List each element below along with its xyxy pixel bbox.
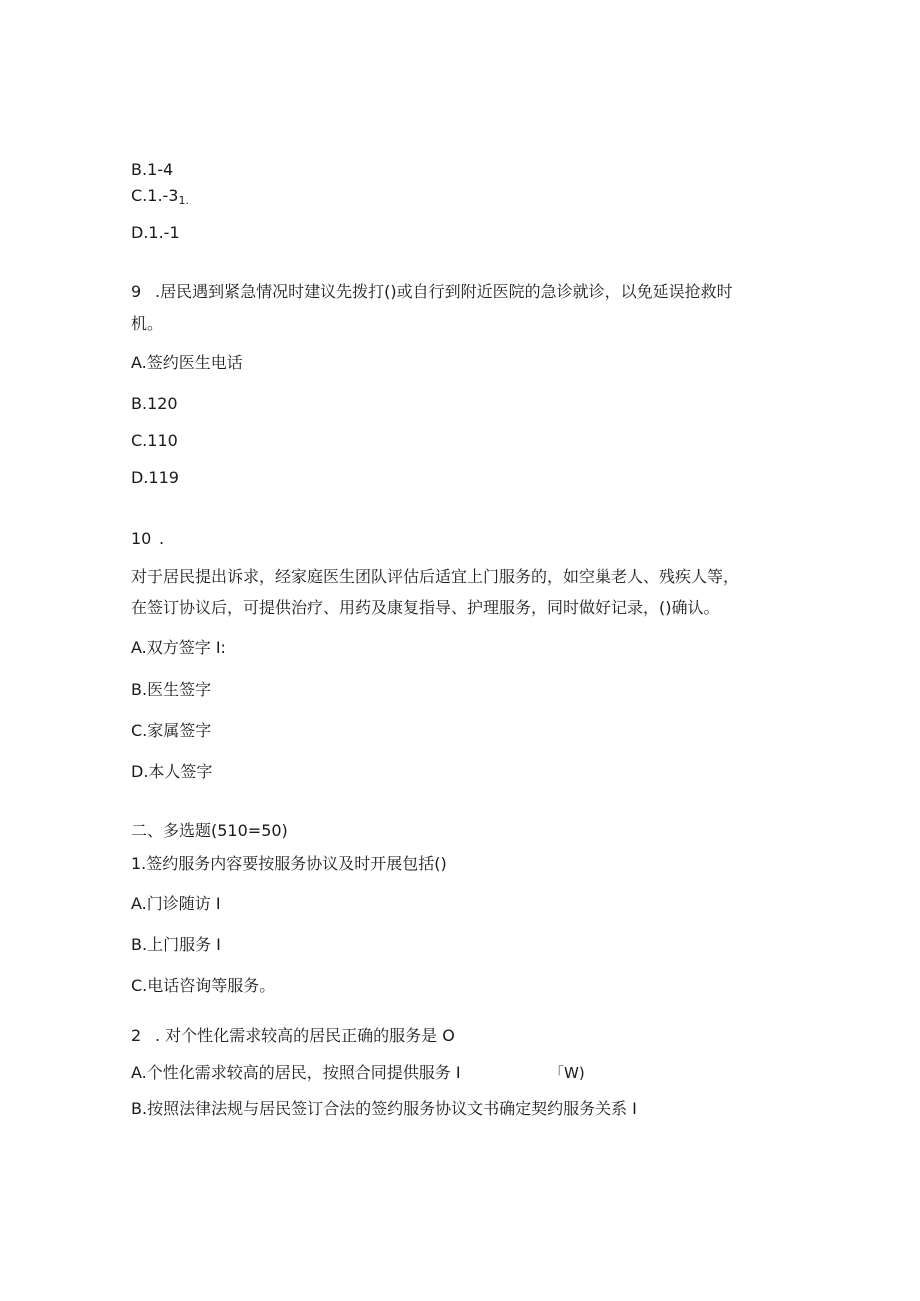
option-c: C.家属签字 xyxy=(131,721,212,740)
option-c-mark: 1. xyxy=(178,194,189,207)
side-mark: 「W) xyxy=(549,1064,585,1082)
option-d: D.1.-1 xyxy=(131,223,180,242)
option-a: A.个性化需求较高的居民，按照合同提供服务 I xyxy=(131,1063,461,1082)
question-10-line-1: 对于居民提出诉求，经家庭医生团队评估后适宜上门服务的，如空巢老人、残疾人等， xyxy=(131,567,740,586)
option-b: B.120 xyxy=(131,394,178,413)
option-a: A.签约医生电话 xyxy=(131,353,243,372)
question-9-line-2: 机。 xyxy=(131,314,164,333)
option-c: $C.1.-3_{1.}$ xyxy=(131,186,189,207)
option-c: C.110 xyxy=(131,431,178,450)
option-a: A.门诊随访 I xyxy=(131,894,221,913)
question-10-line-2: 在签订协议后，可提供治疗、用药及康复指导、护理服务，同时做好记录，()确认。 xyxy=(131,598,720,617)
option-d: D.119 xyxy=(131,468,179,487)
option-b: B.医生签字 xyxy=(131,680,212,699)
option-a: A.双方签字 I: xyxy=(131,638,226,657)
option-b: B.1-4 xyxy=(131,160,174,179)
question-number: 9 xyxy=(131,282,142,301)
option-d: D.本人签字 xyxy=(131,762,213,781)
option-b: B.按照法律法规与居民签订合法的签约服务协议文书确定契约服务关系 I xyxy=(131,1099,637,1118)
multi-question-2: 2 . 对个性化需求较高的居民正确的服务是 O xyxy=(131,1026,455,1045)
question-number: 2 xyxy=(131,1026,142,1045)
option-c: C.电话咨询等服务。 xyxy=(131,976,276,995)
question-9-line-1: 9 .居民遇到紧急情况时建议先拨打()或自行到附近医院的急诊就诊，以免延误抢救时 xyxy=(131,282,733,301)
option-b: B.上门服务 I xyxy=(131,935,221,954)
question-10-number: 10 . xyxy=(131,529,165,548)
section-heading: 二、多选题(510=50) xyxy=(131,821,288,840)
multi-question-1: 1.签约服务内容要按服务协议及时开展包括() xyxy=(131,854,447,873)
